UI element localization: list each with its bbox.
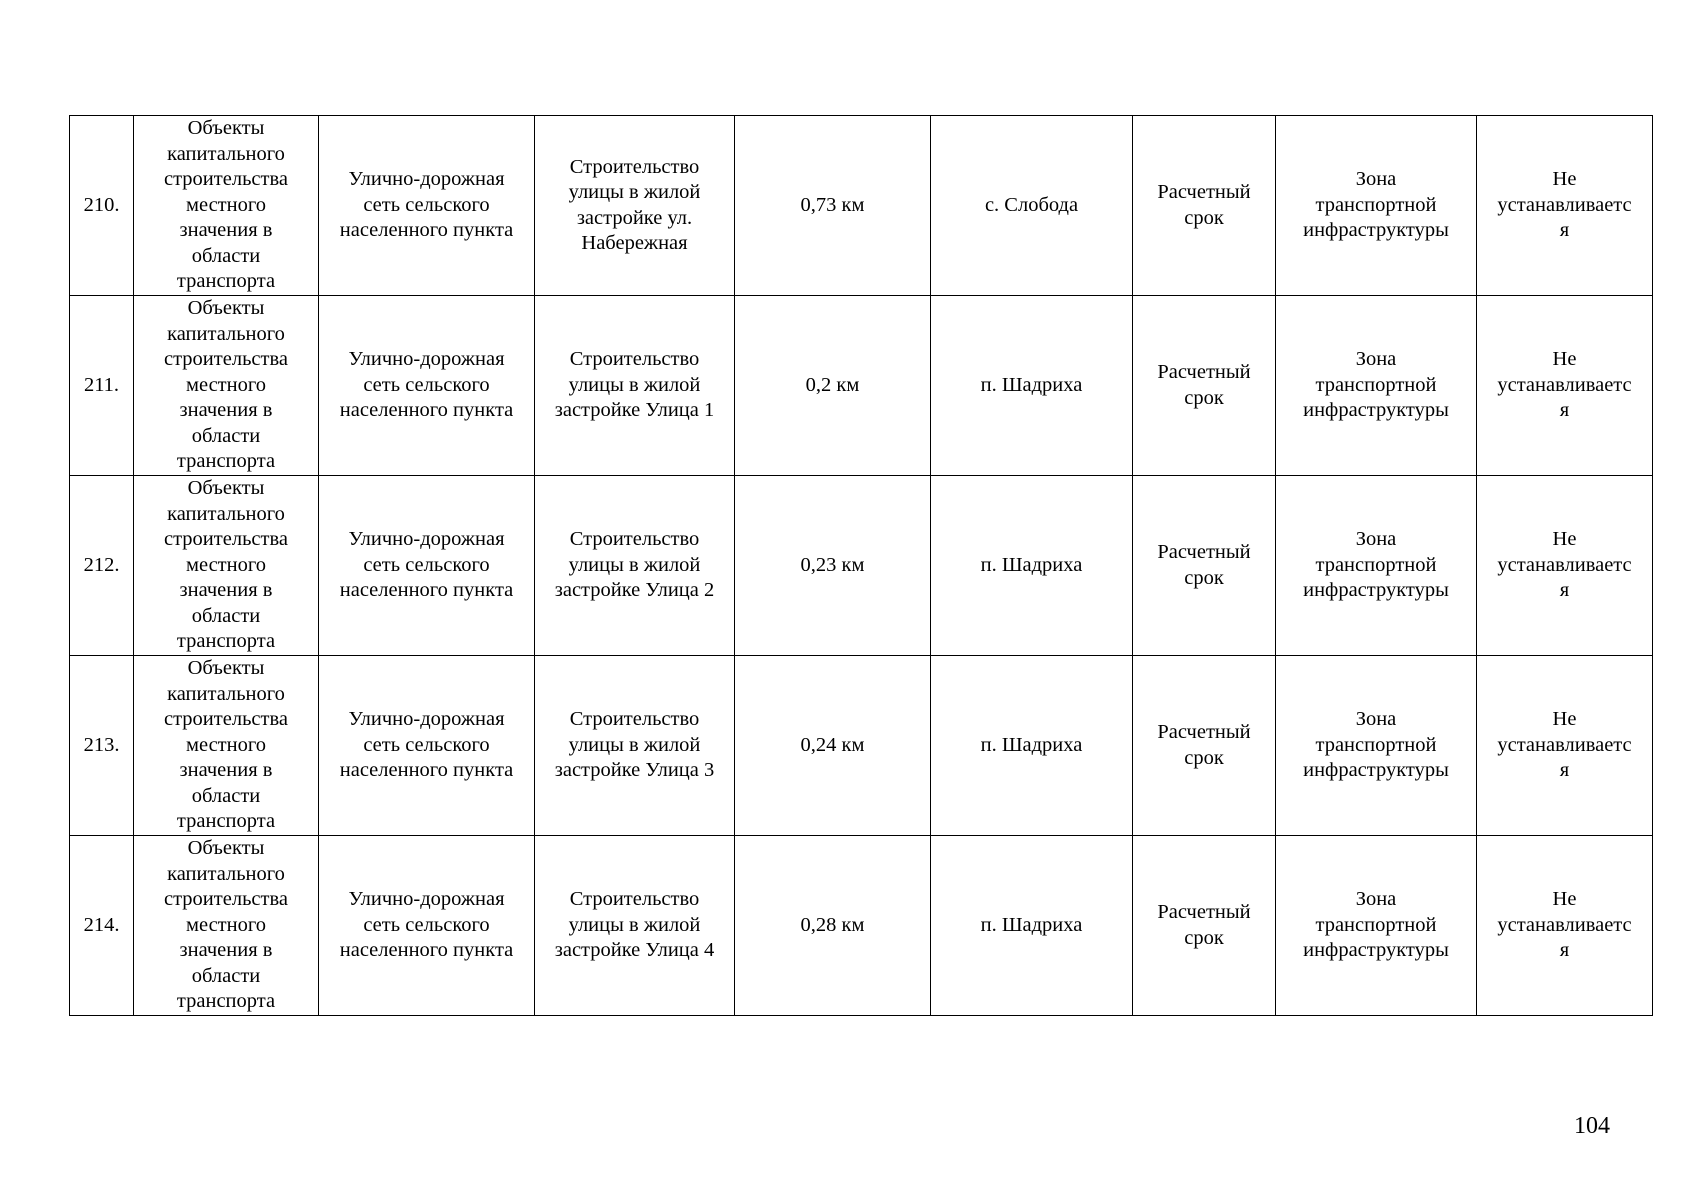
object-zone: Зона транспортной инфраструктуры [1303,528,1449,602]
category-cell [134,296,319,476]
objects-table [69,115,1653,1016]
row-number: 210. [83,193,120,216]
object-description: Строительство улицы в жилой застройке ул. Набережная [568,155,701,254]
object-zone: Зона транспортной инфраструктуры [1303,888,1449,962]
protection-cell [1477,656,1653,836]
location-cell [931,836,1133,1016]
zone-cell [1276,836,1477,1016]
protection-cell [1477,296,1653,476]
object-location: п. Шадриха [980,733,1083,756]
object-length: 0,23 км [800,553,865,576]
row-number-cell [70,116,134,296]
table-row [70,476,1653,656]
term-cell [1133,116,1276,296]
row-number: 212. [83,553,120,576]
type-cell [319,116,535,296]
object-category: Объекты капитального строительства местного значения в области транспорта [164,837,288,1013]
row-number: 211. [83,373,120,396]
location-cell [931,296,1133,476]
length-cell [735,116,931,296]
row-number: 214. [83,913,120,936]
object-description: Строительство улицы в жилой застройке Улица 3 [554,708,715,782]
description-cell [535,296,735,476]
object-length: 0,24 км [800,733,865,756]
location-cell [931,656,1133,836]
zone-cell [1276,656,1477,836]
category-cell [134,656,319,836]
object-category: Объекты капитального строительства местного значения в области транспорта [164,657,288,833]
term-cell [1133,836,1276,1016]
object-term: Расчетный срок [1157,541,1251,589]
description-cell [535,116,735,296]
object-type: Улично-дорожная сеть сельского населенного пункта [339,348,514,422]
object-description: Строительство улицы в жилой застройке Улица 1 [554,348,715,422]
protection-cell [1477,836,1653,1016]
row-number-cell [70,656,134,836]
description-cell [535,476,735,656]
zone-cell [1276,296,1477,476]
description-cell [535,656,735,836]
table-row [70,116,1653,296]
description-cell [535,836,735,1016]
protection-zone: Не устанавливаетс я [1497,888,1632,962]
object-location: с. Слобода [984,193,1079,216]
object-zone: Зона транспортной инфраструктуры [1303,168,1449,242]
protection-zone: Не устанавливаетс я [1497,708,1632,782]
object-length: 0,2 км [805,373,860,396]
object-location: п. Шадриха [980,553,1083,576]
type-cell [319,296,535,476]
length-cell [735,296,931,476]
type-cell [319,476,535,656]
object-zone: Зона транспортной инфраструктуры [1303,348,1449,422]
category-cell [134,836,319,1016]
location-cell [931,116,1133,296]
object-location: п. Шадриха [980,373,1083,396]
term-cell [1133,656,1276,836]
object-zone: Зона транспортной инфраструктуры [1303,708,1449,782]
protection-zone: Не устанавливаетс я [1497,168,1632,242]
term-cell [1133,296,1276,476]
object-type: Улично-дорожная сеть сельского населенного пункта [339,888,514,962]
table-row [70,296,1653,476]
protection-cell [1477,476,1653,656]
row-number: 213. [83,733,120,756]
category-cell [134,116,319,296]
protection-zone: Не устанавливаетс я [1497,528,1632,602]
page-number: 104 [1574,1113,1610,1139]
table-row [70,656,1653,836]
type-cell [319,836,535,1016]
term-cell [1133,476,1276,656]
object-category: Объекты капитального строительства местного значения в области транспорта [164,477,288,653]
length-cell [735,476,931,656]
object-description: Строительство улицы в жилой застройке Улица 2 [554,528,715,602]
object-description: Строительство улицы в жилой застройке Улица 4 [554,888,715,962]
object-term: Расчетный срок [1157,721,1251,769]
row-number-cell [70,476,134,656]
object-type: Улично-дорожная сеть сельского населенного пункта [339,528,514,602]
object-length: 0,73 км [800,193,865,216]
object-type: Улично-дорожная сеть сельского населенного пункта [339,168,514,242]
object-type: Улично-дорожная сеть сельского населенного пункта [339,708,514,782]
length-cell [735,656,931,836]
zone-cell [1276,476,1477,656]
object-category: Объекты капитального строительства местного значения в области транспорта [164,297,288,473]
object-length: 0,28 км [800,913,865,936]
row-number-cell [70,296,134,476]
object-term: Расчетный срок [1157,181,1251,229]
object-category: Объекты капитального строительства местного значения в области транспорта [164,117,288,293]
object-location: п. Шадриха [980,913,1083,936]
length-cell [735,836,931,1016]
object-term: Расчетный срок [1157,901,1251,949]
type-cell [319,656,535,836]
row-number-cell [70,836,134,1016]
table-row [70,836,1653,1016]
object-term: Расчетный срок [1157,361,1251,409]
location-cell [931,476,1133,656]
protection-zone: Не устанавливаетс я [1497,348,1632,422]
zone-cell [1276,116,1477,296]
protection-cell [1477,116,1653,296]
category-cell [134,476,319,656]
